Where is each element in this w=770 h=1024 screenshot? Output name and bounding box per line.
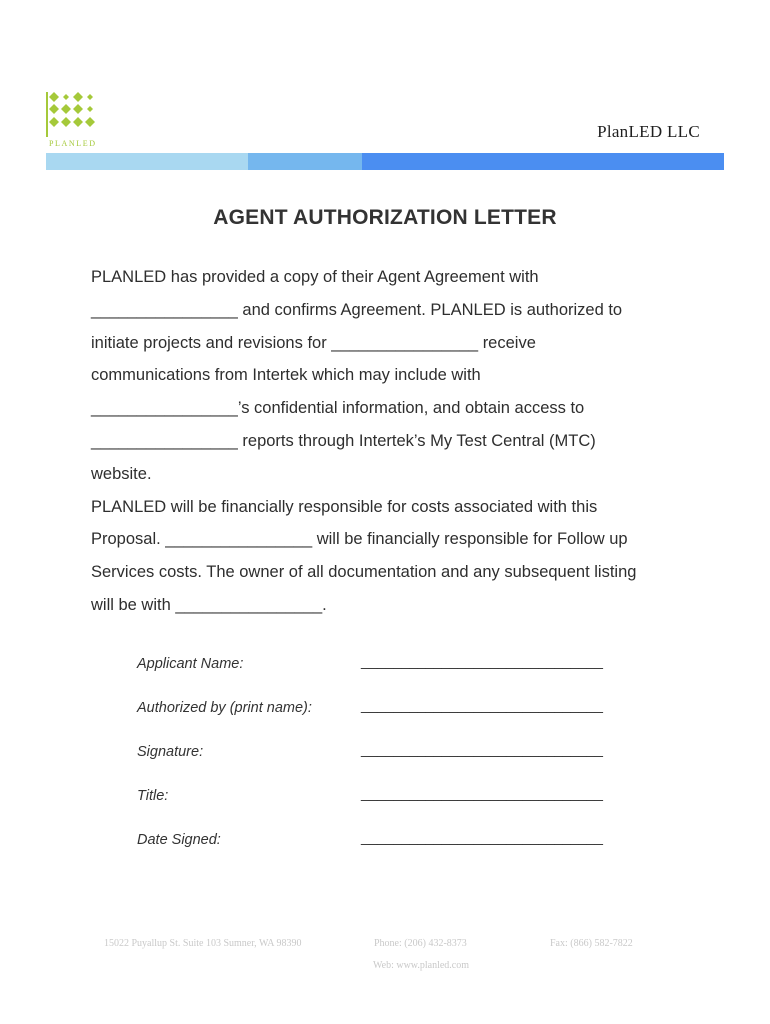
- header-band-light: [46, 153, 248, 170]
- document-title: AGENT AUTHORIZATION LETTER: [213, 206, 557, 229]
- field-title: [137, 784, 657, 828]
- header-band-mid: [248, 153, 362, 170]
- field-label: Authorized by (print name):: [137, 700, 312, 716]
- field-label: Title:: [137, 788, 169, 804]
- diamond-pattern-icon: [46, 92, 100, 138]
- field-signature: [137, 740, 657, 784]
- field-label: Date Signed:: [137, 832, 221, 848]
- applicant-name-input[interactable]: ______________________________: [361, 654, 603, 670]
- footer-address: 15022 Puyallup St. Suite 103 Sumner, WA 98390: [104, 938, 302, 949]
- field-date-signed: [137, 828, 657, 872]
- date-signed-input[interactable]: ______________________________: [361, 830, 603, 846]
- field-label: Applicant Name:: [137, 656, 244, 672]
- body-line: Proposal. ________________ will be financially responsible for Follow up: [91, 530, 628, 549]
- body-line: Services costs. The owner of all documentation and any subsequent listing: [91, 563, 637, 582]
- body-line: ________________ and confirms Agreement. PLANLED is authorized to: [91, 300, 623, 319]
- logo-text: PLANLED: [49, 139, 97, 148]
- body-line: PLANLED has provided a copy of their Agent Agreement with: [91, 268, 539, 286]
- company-name: PlanLED LLC: [597, 122, 700, 141]
- body-line: website.: [91, 464, 152, 483]
- body-line: PLANLED will be financially responsible for costs associated with this: [91, 497, 598, 516]
- field-authorized-by: [137, 696, 657, 740]
- title-input[interactable]: ______________________________: [361, 786, 603, 802]
- authorized-by-input[interactable]: ______________________________: [361, 698, 603, 714]
- body-line: ________________’s confidential information, and obtain access to: [91, 399, 585, 418]
- header-band-dark: [362, 153, 724, 170]
- letter-body: [91, 261, 691, 622]
- body-line: initiate projects and revisions for ________________ receive: [91, 333, 536, 352]
- footer-web: Web: www.planled.com: [373, 960, 470, 971]
- field-applicant-name: [137, 652, 657, 696]
- signature-input[interactable]: ______________________________: [361, 742, 603, 758]
- body-line: communications from Intertek which may include with: [91, 366, 481, 385]
- body-line: will be with ________________.: [91, 595, 327, 614]
- footer-phone: Phone: (206) 432-8373: [374, 938, 467, 949]
- signature-fields: [137, 652, 657, 872]
- body-line: ________________ reports through Intertek’s My Test Central (MTC): [91, 431, 596, 450]
- field-label: Signature:: [137, 744, 204, 760]
- footer-fax: Fax: (866) 582-7822: [550, 938, 633, 949]
